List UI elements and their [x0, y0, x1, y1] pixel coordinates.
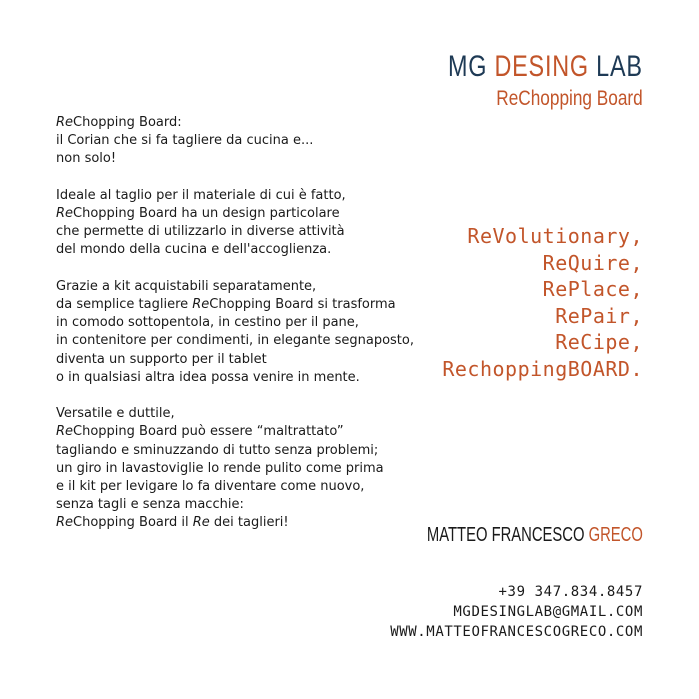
tagline-line: ReVolutionary,: [467, 224, 643, 248]
text-line: e il kit per levigare lo fa diventare come nuovo,: [56, 479, 365, 495]
paragraph-kit: [56, 278, 436, 387]
author-surname: GRECO: [588, 524, 643, 546]
text-line: un giro in lavastoviglie lo rende pulito come prima: [56, 460, 384, 476]
contacts-block: [390, 582, 643, 642]
paragraph-intro: [56, 114, 436, 169]
line-text: Chopping Board può essere “maltrattato”: [73, 424, 344, 440]
text-line: o in qualsiasi altra idea possa venire in mente.: [56, 369, 360, 385]
line-text: Chopping Board ha un design particolare: [73, 206, 340, 221]
text-line: in comodo sottopentola, in cestino per il pane,: [56, 315, 359, 331]
website-link[interactable]: WWW.MATTEOFRANCESCOGRECO.COM: [390, 624, 643, 640]
italic-re: Re: [56, 115, 74, 130]
line-text: Chopping Board:: [73, 115, 182, 130]
text-line: [56, 296, 436, 314]
line-text: da semplice tagliere: [56, 297, 193, 312]
text-line: del mondo della cucina e dell'accoglienza.: [56, 242, 332, 258]
text-line: in contenitore per condimenti, in elegante segnaposto,: [56, 333, 414, 349]
author-first-names: MATTEO FRANCESCO: [427, 524, 589, 546]
tagline-line: ReQuire,: [542, 250, 643, 275]
brand-title-desing: DESING: [494, 50, 590, 83]
phone-number[interactable]: +39 347.834.8457: [498, 584, 643, 600]
italic-re: Re: [56, 206, 74, 221]
italic-re: Re: [56, 424, 74, 440]
line-text: Chopping Board si trasforma: [209, 297, 396, 312]
brand-subtitle: ReChopping Board: [496, 87, 643, 110]
description-text: [56, 114, 436, 551]
paragraph-design: [56, 187, 436, 260]
brand-title-mg: MG: [448, 50, 495, 83]
italic-re: Re: [192, 297, 210, 312]
text-line: [56, 205, 436, 223]
text-line: che permette di utilizzarlo in diverse attività: [56, 224, 345, 240]
brand-title-lab: LAB: [589, 50, 643, 83]
text-line: Ideale al taglio per il materiale di cui è fatto,: [56, 187, 346, 203]
email-link[interactable]: MGDESINGLAB@GMAIL.COM: [453, 604, 643, 620]
brand-header: [393, 50, 643, 112]
italic-re: Re: [56, 515, 74, 531]
text-line: non solo!: [56, 151, 117, 167]
tagline-line: RePair,: [555, 303, 643, 328]
tagline: [442, 223, 643, 382]
text-line: Versatile e duttile,: [56, 406, 175, 422]
tagline-line: RePlace,: [542, 277, 643, 301]
brand-title: [448, 50, 643, 84]
text-line: [56, 114, 436, 132]
line-text: dei taglieri!: [209, 515, 289, 531]
text-line: tagliando e sminuzzando di tutto senza problemi;: [56, 442, 379, 458]
text-line: il Corian che si fa tagliere da cucina e...: [56, 133, 314, 149]
line-text: Chopping Board il: [73, 515, 193, 531]
author-name: [427, 524, 643, 547]
italic-re: Re: [192, 515, 210, 531]
text-line: [56, 423, 436, 441]
text-line: diventa un supporto per il tablet: [56, 351, 267, 367]
tagline-line: RechoppingBOARD.: [442, 356, 643, 381]
text-line: senza tagli e senza macchie:: [56, 497, 244, 513]
text-line: Grazie a kit acquistabili separatamente,: [56, 278, 317, 294]
tagline-line: ReCipe,: [555, 330, 643, 354]
text-line: [56, 514, 436, 532]
paragraph-versatile: [56, 405, 436, 532]
